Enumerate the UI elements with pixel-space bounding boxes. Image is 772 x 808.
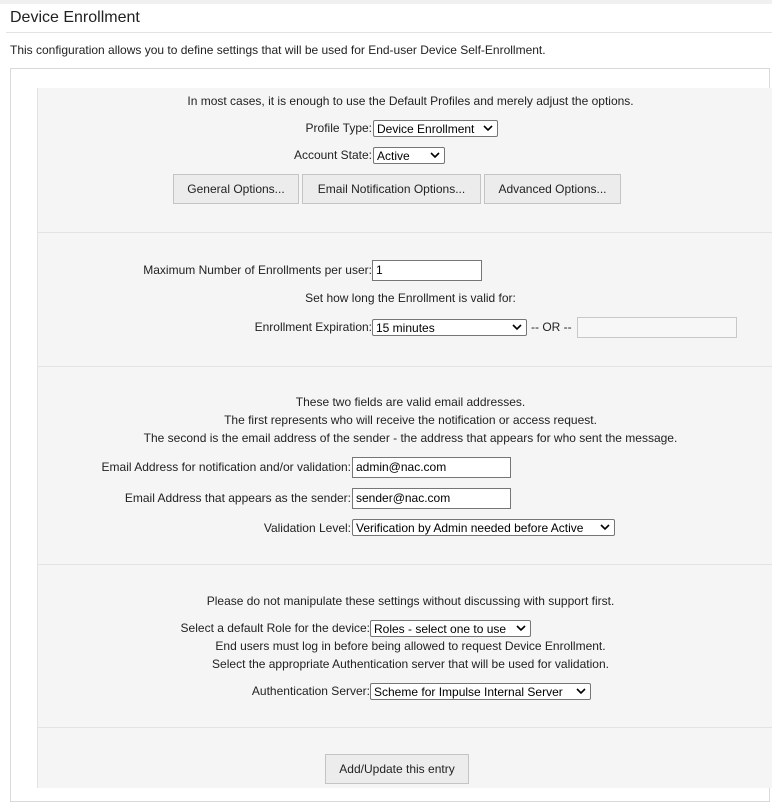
validation-level-value: Verification by Admin needed before Active — [356, 521, 584, 535]
email-notification-options-button[interactable]: Email Notification Options... — [302, 174, 481, 204]
add-update-entry-button[interactable]: Add/Update this entry — [325, 754, 469, 784]
section-divider — [37, 366, 772, 367]
max-enrollments-input[interactable]: 1 — [372, 260, 482, 281]
default-role-label: Select a default Role for the device: — [180, 621, 370, 635]
email-info-line-2: The first represents who will receive the notification or access request. — [224, 413, 597, 427]
chevron-down-icon — [575, 685, 587, 698]
account-state-label: Account State: — [293, 148, 372, 162]
account-state-value: Active — [377, 149, 410, 163]
default-role-select[interactable] — [370, 620, 531, 637]
page-description: This configuration allows you to define settings that will be used for End-user Device Self-Enrollment. — [10, 43, 546, 57]
chevron-down-icon — [429, 149, 441, 162]
profile-type-label: Profile Type: — [305, 121, 372, 135]
validation-level-label: Validation Level: — [263, 521, 351, 535]
chevron-down-icon — [599, 521, 611, 534]
section-divider — [37, 232, 772, 233]
enrollment-expiration-select[interactable] — [372, 319, 527, 336]
sender-email-label: Email Address that appears as the sender: — [124, 491, 351, 505]
chevron-down-icon — [515, 622, 527, 635]
chevron-down-icon — [511, 321, 523, 334]
account-state-select[interactable] — [373, 147, 445, 164]
profile-type-select[interactable] — [373, 120, 498, 137]
login-requirement-text: End users must log in before being allowed to request Device Enrollment. — [215, 639, 606, 653]
enrollment-expiration-value: 15 minutes — [376, 321, 435, 335]
email-info-line-3: The second is the email address of the sender - the address that appears for who sent the message. — [143, 431, 678, 445]
auth-server-label: Authentication Server: — [251, 684, 370, 698]
auth-server-select[interactable] — [370, 683, 591, 700]
page-title: Device Enrollment — [10, 9, 140, 26]
expiration-alternate-input[interactable] — [577, 317, 737, 338]
max-enrollments-label: Maximum Number of Enrollments per user: — [143, 263, 372, 277]
section-divider — [37, 727, 772, 728]
profile-intro-text: In most cases, it is enough to use the Default Profiles and merely adjust the options. — [187, 94, 634, 108]
support-warning-text: Please do not manipulate these settings without discussing with support first. — [206, 594, 615, 608]
enrollment-valid-text: Set how long the Enrollment is valid for: — [305, 291, 516, 305]
section-divider — [37, 564, 772, 565]
auth-server-help-text: Select the appropriate Authentication server that will be used for validation. — [212, 657, 609, 671]
default-role-value: Roles - select one to use — [374, 622, 507, 636]
chevron-down-icon — [482, 122, 494, 135]
notification-email-label: Email Address for notification and/or validation: — [101, 460, 351, 474]
advanced-options-button[interactable]: Advanced Options... — [484, 174, 621, 204]
notification-email-input[interactable]: admin@nac.com — [352, 457, 511, 478]
or-separator-text: -- OR -- — [531, 320, 572, 334]
profile-type-value: Device Enrollment — [377, 122, 475, 136]
sender-email-input[interactable]: sender@nac.com — [352, 488, 511, 509]
email-info-line-1: These two fields are valid email addresses. — [295, 395, 526, 409]
title-divider — [6, 32, 772, 33]
enrollment-expiration-label: Enrollment Expiration: — [254, 320, 372, 334]
general-options-button[interactable]: General Options... — [173, 174, 299, 204]
auth-server-value: Scheme for Impulse Internal Server — [374, 685, 563, 699]
validation-level-select[interactable] — [352, 519, 615, 536]
